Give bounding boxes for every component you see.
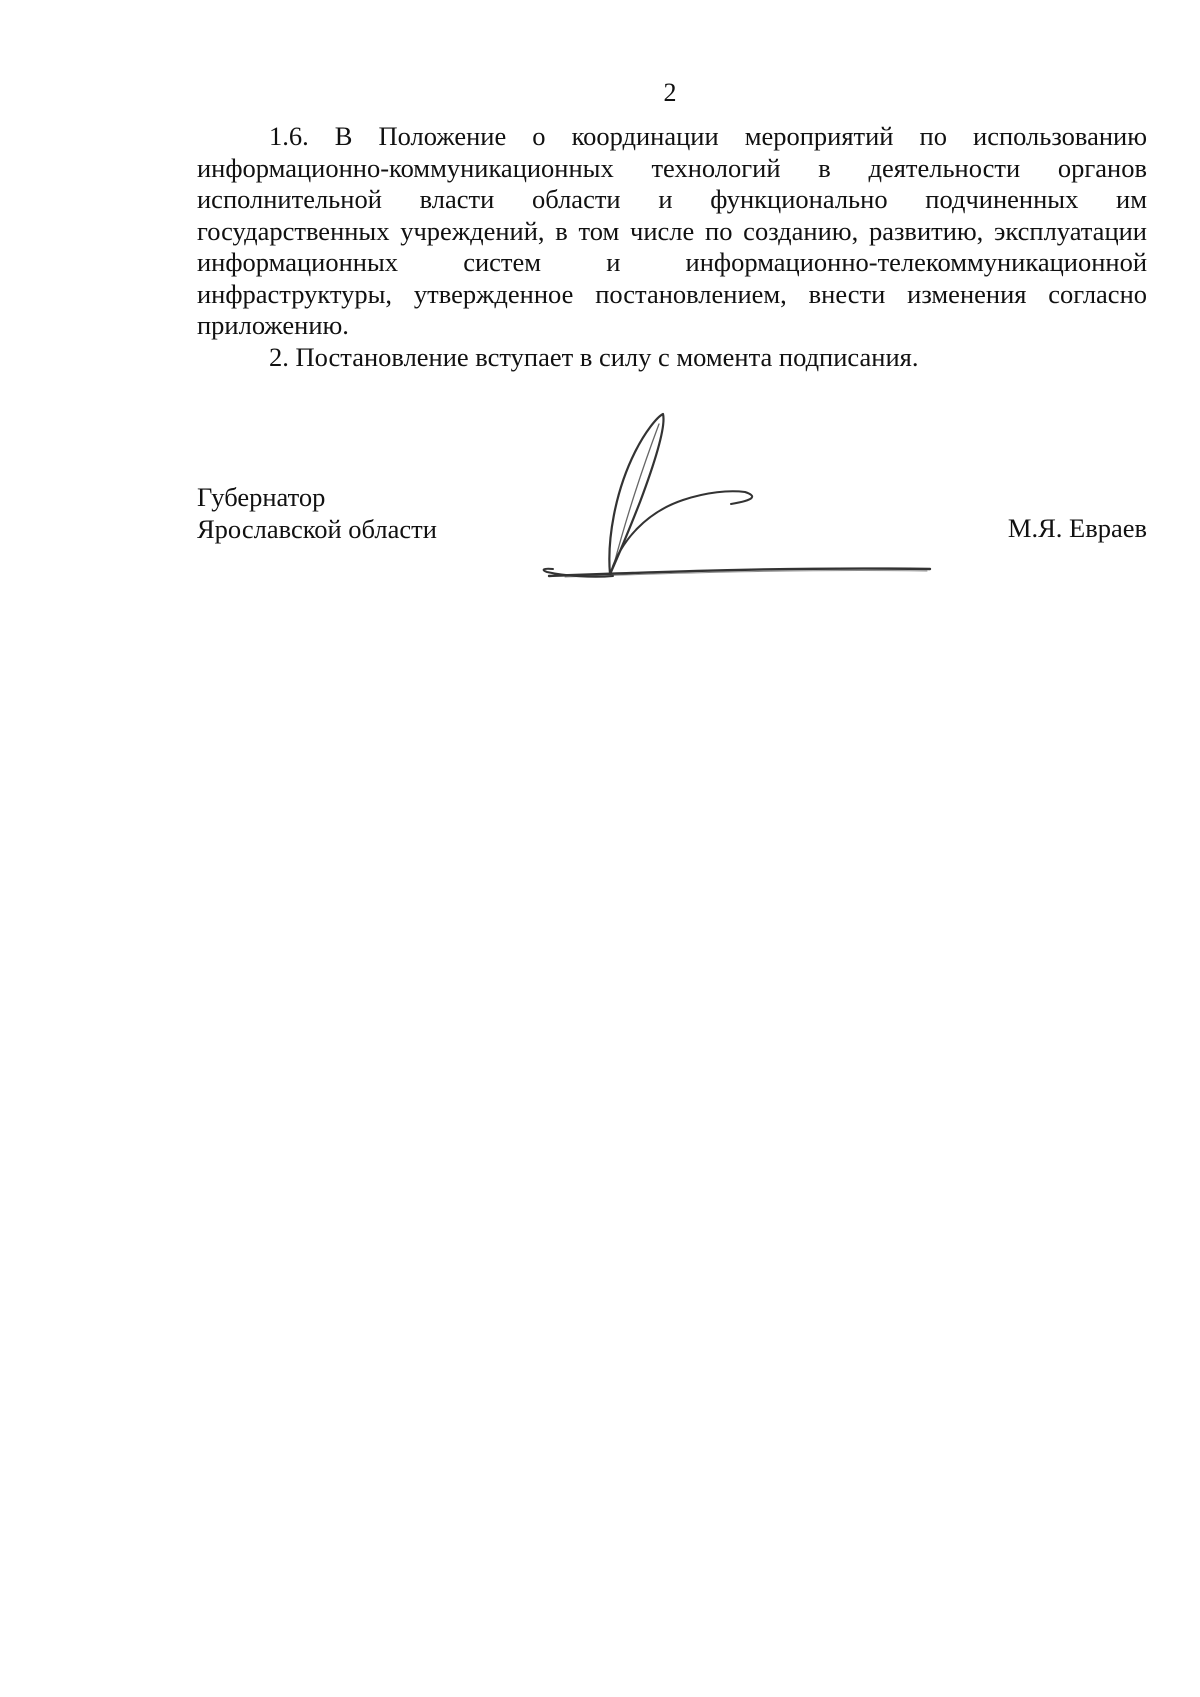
handwritten-signature <box>535 412 935 592</box>
signatory-name: М.Я. Евраев <box>1007 513 1147 543</box>
document-body <box>197 121 1147 373</box>
page-number: 2 <box>663 78 677 107</box>
paragraph-1-6: 1.6. В Положение о координации мероприятий по использованию информационно-коммуникационных технологий в деятельности органов исполнительной власти области и функционально подчиненных им государственных учреждений, в том числе по созданию, развитию, эксплуатации информационных систем и информационно-телекоммуникационной инфраструктуры, утвержденное постановлением, внести изменения согласно приложению. <box>197 121 1147 340</box>
paragraph-2: 2. Постановление вступает в силу с момента подписания. <box>269 341 919 372</box>
signatory-position-title: Губернатор <box>197 482 326 512</box>
signatory-position-region: Ярославской области <box>197 514 437 544</box>
